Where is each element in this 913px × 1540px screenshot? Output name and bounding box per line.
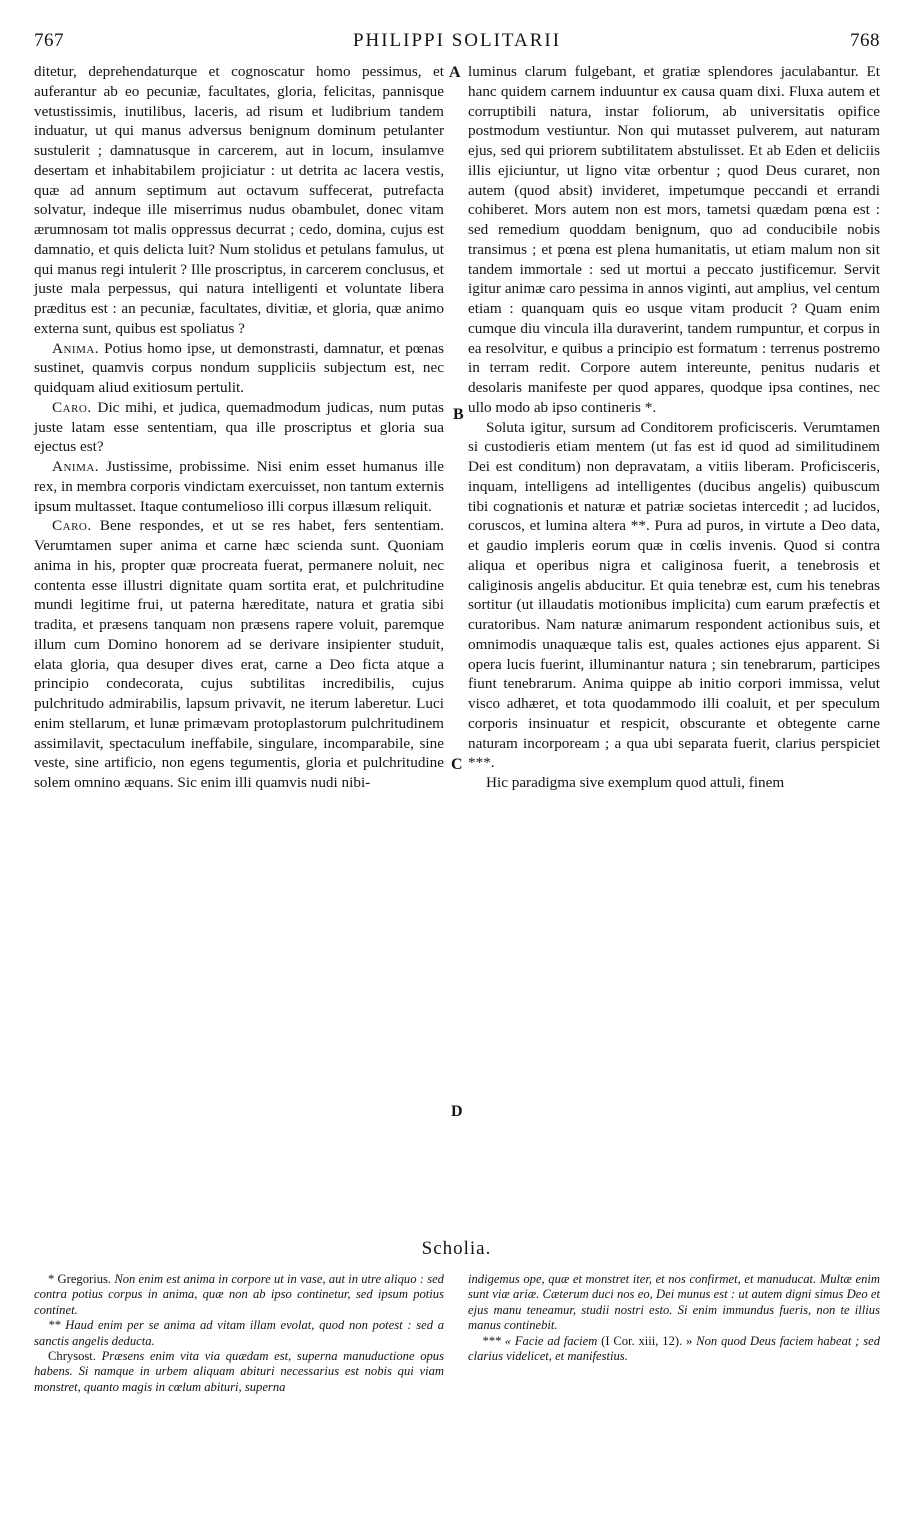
speech-text: Dic mihi, et judica, quemadmodum judicas, num putas juste latam esse sententiam, qua ille proscriptus et gloria sua ejectus est? <box>34 398 444 456</box>
paragraph: luminus clarum fulgebant, et gratiæ splendores jaculabantur. Et hanc quidem carnem induuntur ex causa quam dixi. Fluxa autem et corruptibili natura, instar foliorum, ab universitatis opifice postmodum vestiuntur. Non qui mutasset pulverem, aut naturam ejus, sed qui priorem subtilitatem abstulisset. Et ab Eden et deliciis illis ejiciuntur, ut ligno vitæ orbentur ; quod Deus curaret, non autem (quod absit) invideret, impetumque peccandi et errandi cohiberet. Mors autem non est mors, tametsi quædam pœna est : sed remedium quoddam benignum, quo ad conducibile nobis transimus ; et pœna est plena humanitatis, ut etiam malum non sit tandem immortale : sed ut mortui a peccato justificemur. Servit igitur animæ caro pessima in annos viginti, aut amplius, vel centum etiam : quanquam quis eo usque vitam producit ? Quam enim cumque diu vincula illa duraverint, tandem rumpuntur, et corpus in ea resolvitur, e quibus a principio est formatum : terrenus postremo in terram redit. Corpore autem intereunte, penitus nudaris et desolaris manifeste per quod appares, quodque ipsa contines, nec ullo modo ab ipso contineris *. <box>468 63 880 416</box>
paragraph <box>34 457 444 516</box>
footnote-reference: (I Cor. xiii, 12). » <box>597 1333 693 1348</box>
scholia-title: Scholia. <box>421 1238 492 1259</box>
speech-text: Bene respondes, et ut se res habet, fers sententiam. Verumtamen super anima et carne hæc scienda sunt. Quoniam anima in his, propter quæ procreata fuerat, permanere noluit, nec contenta esse illustri dignitate quam sortita erat, et pulchritudine mundi legitime frui, ut paterna hæreditate, natura et gratia sibi tradita, et præsens tanquam non præsens rapere voluit, paremque illum cum Domino honorem ad se derivare insipienter studuit, elata gloria, qua desuper dives erat, carne a Deo ficta atque a principio condecorata, cujus subtilitas incredibilis, cujus pulchritudo admirabilis, lapsum privavit, ne iterum laberetur. Luci enim stellarum, et lunæ primævam protoplastorum pulchritudinem assimilavit, spectaculum ineffabile, singulare, incomparabile, sine veste, sine artificio, non egens tegumentis, gloria et pulchritudine solem omnino æquans. Sic enim illi quamvis nudi nibi- <box>34 517 444 791</box>
speaker-label: Anima. <box>52 458 100 475</box>
footnote-text: Non quod Deus faciem habeat ; sed clarius videlicet, et manifestius. <box>468 1333 880 1364</box>
footnote-text: Præsens enim vita via quædam est, superna manuductione opus habens. Si namque in urbem aliquam abituri necessarius est nobis qui viam monstret, quanto magis in cœlum abituri, superna <box>34 1349 444 1394</box>
paragraph <box>34 398 444 457</box>
paragraph: Hic paradigma sive exemplum quod attuli, finem <box>486 774 785 791</box>
speaker-label: Caro. <box>52 398 92 416</box>
scholia-left-column <box>34 1272 444 1395</box>
paragraph <box>34 516 444 793</box>
footnote-lead: *** « Facie ad faciem <box>482 1333 598 1348</box>
paragraph: ditetur, deprehendaturque et cognoscatur homo pessimus, et auferantur ab eo pecuniæ, facultates, gloria, felicitas, pannisque vetustissimis, inutilibus, laceris, ad risum et ludibrium tandem induatur, ut qui manus adversus benignum dominum petulanter sustulerit ; damnatusque in carcerem, aut in locum, insulamve desertam et inhabitabilem projiciatur : ut detrita ac lacera vestis, quæ ad annum septimum aut octavum suffecerat, putrefacta solvatur, indeque ille miserrimus nudus obambulet, donec vitam ærumnosam tot malis oppressus decurrat ; cedo, domina, cujus est damnatio, et quis delicta luit? Num stolidus et petulans famulus, ut qui manus regi intulerit ? Ille proscriptus, in carcerem conclusus, et juste mala perpessus, qui natura intelligenti et voluntate libera præditus est : an pecuniæ, facultates, divitiæ, et gloria, quæ animo externa sunt, quibus est spoliatus ? <box>34 63 444 337</box>
footnote-text: Non enim est anima in corpore ut in vase, aut in utre aliquo : sed contra potius corpus in anima, quæ non ab ipso continetur, sed ipsum potius continet. <box>34 1272 444 1317</box>
left-column <box>34 62 444 793</box>
footnote <box>34 1349 444 1395</box>
margin-mark-a: A <box>449 64 461 81</box>
margin-mark-c: C <box>451 756 463 773</box>
page-number-left: 767 <box>34 30 64 51</box>
right-column <box>468 62 880 793</box>
footnote: indigemus ope, quæ et monstret iter, et nos confirmet, et manuducat. Multæ enim sunt viæ ariæ. Cæterum duci nos eo, Dei munus est : ut autem digni simus Deo et ejus manu teneamur, studii nostri esto. Si enim immundus fueris, non te illius manus continebit. <box>468 1272 880 1333</box>
footnote <box>34 1272 444 1318</box>
running-title: PHILIPPI SOLITARII <box>352 30 562 51</box>
margin-mark-d: D <box>451 1103 463 1120</box>
speaker-label: Caro. <box>52 517 92 535</box>
speaker-label: Anima. <box>52 339 100 357</box>
footnote <box>468 1334 880 1365</box>
running-head <box>34 30 880 58</box>
footnote: ** Haud enim per se anima ad vitam illam evolat, quod non potest : sed a sanctis angelis deducta. <box>34 1318 444 1348</box>
footnote-lead: Chrysost. <box>48 1349 96 1364</box>
paragraph: Soluta igitur, sursum ad Conditorem proficisceris. Verumtamen si custodieris etiam mentem (ut fas est id quod ad similitudinem Dei est conditum) non depravatam, a vitiis liberam. Proficisceris, inquam, intelligens ad intelligentes (ducibus angelis) quibuscum tibi cognationis et naturæ et patriæ societas intercedit ; ad lucidos, coruscos, et lumina altera **. Pura ad puros, in virtute a Deo data, et gaudio impleris eorum quæ in cœlis invenis. Quod si contra aliqua et operibus nigra et caliginosa fuerit, a tenebrosis et caliginosis angelis abducitur. Et quia tenebræ est, cum his tenebras sortitur (ut illaudatis motionibus implicita) cum earum præfectis et curatoribus. Nam naturæ animarum respondent actionibus suis, et omnimodis unaquæque talis est, quales actiones ejus apparent. Si opera lucis fuerint, illuminantur natura ; sin tenebrarum, participes fiunt tenebrarum. Anima quippe ab initio corpori immissa, velut visco adhæret, et tota quodammodo illi coaluit, et per speculum corporis insinuatur et respicit, obscurante et obtegente carne naturam incorpoream ; a qua ubi separata fuerit, clarius perspiciet ***. <box>468 418 880 772</box>
margin-mark-b: B <box>453 406 464 423</box>
speech-text: Justissime, probissime. Nisi enim esset humanus ille rex, in membra corporis vindictam exercuisset, non tantum externis ipsum multasset. Itaque contumelioso illi corpus illæsum reliquit. <box>34 458 444 515</box>
page-number-right: 768 <box>850 30 880 51</box>
speech-text: Potius homo ipse, ut demonstrasti, damnatur, et pœnas sustinet, quamvis corpus nondum suppliciis subjectum est, nec quidquam aliud exitiosum pertulit. <box>34 339 444 396</box>
scholia-right-column <box>468 1272 880 1364</box>
footnote-lead: * Gregorius. <box>48 1272 112 1286</box>
paragraph <box>34 339 444 398</box>
